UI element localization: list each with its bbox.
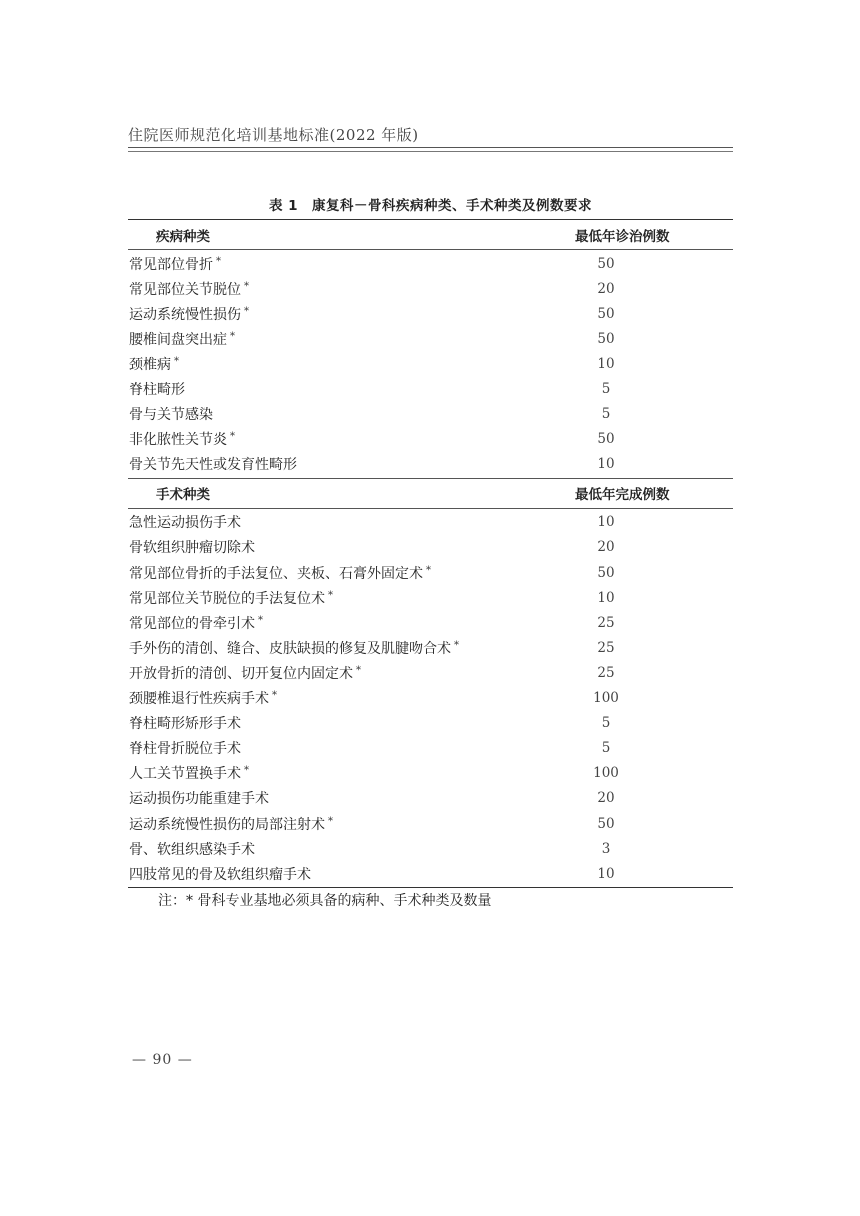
row-count: 10 <box>597 514 615 531</box>
table-row <box>128 301 733 326</box>
column-header-name: 手术种类 <box>156 487 210 504</box>
column-header-count: 最低年诊治例数 <box>575 228 670 245</box>
row-name: 腰椎间盘突出症 * <box>129 330 235 348</box>
row-name: 常见部位骨折的手法复位、夹板、石膏外固定术 * <box>129 564 431 582</box>
table-row <box>128 761 733 786</box>
header-rule-thin <box>128 151 733 152</box>
column-header-count: 最低年完成例数 <box>575 487 670 504</box>
table-row <box>128 711 733 736</box>
row-name: 骨关节先天性或发育性畸形 <box>129 457 297 474</box>
row-count: 50 <box>597 255 615 272</box>
row-name: 常见部位关节脱位 * <box>129 280 249 298</box>
row-name: 非化脓性关节炎 * <box>129 431 235 449</box>
row-count: 100 <box>593 765 619 782</box>
required-marker: * <box>328 815 333 827</box>
row-name: 开放骨折的清创、切开复位内固定术 * <box>129 664 361 682</box>
table-row <box>128 535 733 560</box>
row-name: 骨、软组织感染手术 <box>129 841 255 858</box>
table-row <box>128 276 733 301</box>
table-row <box>128 560 733 585</box>
row-count: 20 <box>597 790 615 807</box>
section-header-diseases <box>128 220 733 250</box>
table-row <box>128 351 733 376</box>
table-row <box>128 402 733 427</box>
row-count: 20 <box>597 539 615 556</box>
page-number: — 90 — <box>132 1052 193 1068</box>
row-count: 50 <box>597 564 615 581</box>
row-count: 25 <box>597 614 615 631</box>
required-marker: * <box>244 280 249 292</box>
running-header: 住院医师规范化培训基地标准(2022 年版) <box>128 126 419 144</box>
row-count: 10 <box>597 355 615 372</box>
table-row <box>128 861 733 886</box>
table-row <box>128 736 733 761</box>
required-marker: * <box>356 664 361 676</box>
required-marker: * <box>230 431 235 443</box>
row-name: 脊柱骨折脱位手术 <box>129 741 241 758</box>
table-row <box>128 376 733 401</box>
table-row <box>128 836 733 861</box>
row-name: 手外伤的清创、缝合、皮肤缺损的修复及肌腱吻合术 * <box>129 639 459 657</box>
required-marker: * <box>328 589 333 601</box>
row-count: 5 <box>601 715 611 732</box>
table-row <box>128 811 733 836</box>
row-name: 脊柱畸形 <box>129 382 185 399</box>
row-count: 5 <box>601 381 611 398</box>
table-row <box>128 251 733 276</box>
table-row <box>128 326 733 351</box>
column-header-name: 疾病种类 <box>156 228 210 245</box>
row-count: 25 <box>597 639 615 656</box>
header-rule <box>128 147 733 148</box>
row-name: 颈腰椎退行性疾病手术 * <box>129 690 277 708</box>
table-row <box>128 786 733 811</box>
table-row <box>128 610 733 635</box>
row-count: 5 <box>601 740 611 757</box>
table-row <box>128 427 733 452</box>
table-row <box>128 585 733 610</box>
requirements-table <box>128 219 733 888</box>
row-name: 运动系统慢性损伤 * <box>129 305 249 323</box>
row-count: 50 <box>597 305 615 322</box>
row-name: 脊柱畸形矫形手术 <box>129 716 241 733</box>
row-name: 运动损伤功能重建手术 <box>129 791 269 808</box>
table-label: 表 1 <box>268 198 299 214</box>
required-marker: * <box>426 564 431 576</box>
row-name: 常见部位骨折 * <box>129 255 221 273</box>
required-marker: * <box>244 765 249 777</box>
row-name: 四肢常见的骨及软组织瘤手术 <box>129 866 311 883</box>
row-count: 50 <box>597 330 615 347</box>
disease-rows <box>128 250 733 478</box>
section-header-surgeries <box>128 478 733 509</box>
row-name: 骨软组织肿瘤切除术 <box>129 540 255 557</box>
table-row <box>128 452 733 477</box>
row-name: 人工关节置换手术 * <box>129 765 249 783</box>
row-name: 骨与关节感染 <box>129 407 213 424</box>
required-marker: * <box>216 255 221 267</box>
row-count: 20 <box>597 280 615 297</box>
required-marker: * <box>244 305 249 317</box>
required-marker: * <box>454 639 459 651</box>
table-footnote: 注：* 骨科专业基地必须具备的病种、手术种类及数量 <box>158 893 492 909</box>
row-count: 10 <box>597 865 615 882</box>
table-row <box>128 660 733 685</box>
row-name: 颈椎病 * <box>129 355 179 373</box>
row-count: 100 <box>593 690 619 707</box>
table-row <box>128 510 733 535</box>
required-marker: * <box>230 330 235 342</box>
row-count: 25 <box>597 664 615 681</box>
table-row <box>128 635 733 660</box>
row-name: 运动系统慢性损伤的局部注射术 * <box>129 815 333 833</box>
table-caption: 康复科－骨科疾病种类、手术种类及例数要求 <box>312 198 593 214</box>
row-count: 5 <box>601 406 611 423</box>
table-title <box>128 194 733 214</box>
row-count: 10 <box>597 456 615 473</box>
row-name: 常见部位的骨牵引术 * <box>129 614 263 632</box>
row-name: 急性运动损伤手术 <box>129 515 241 532</box>
surgery-rows <box>128 509 733 887</box>
required-marker: * <box>272 690 277 702</box>
required-marker: * <box>258 614 263 626</box>
row-count: 50 <box>597 431 615 448</box>
required-marker: * <box>174 355 179 367</box>
table-row <box>128 686 733 711</box>
row-count: 3 <box>601 840 611 857</box>
row-name: 常见部位关节脱位的手法复位术 * <box>129 589 333 607</box>
row-count: 50 <box>597 815 615 832</box>
row-count: 10 <box>597 589 615 606</box>
